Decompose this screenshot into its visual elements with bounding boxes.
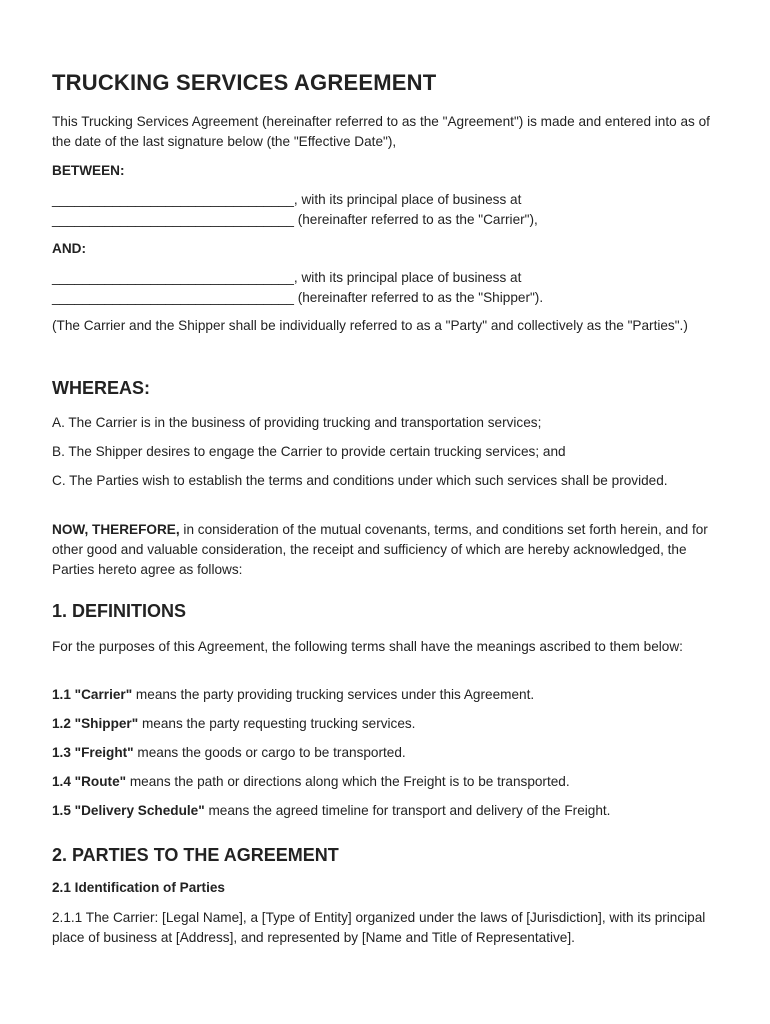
shipper-block	[52, 268, 732, 308]
definition-term: 1.3 "Freight"	[52, 745, 134, 760]
shipper-line-2: ________________________________ (hereinafter referred to as the "Shipper").	[52, 290, 544, 305]
whereas-heading: WHEREAS:	[52, 378, 150, 398]
definition-text: means the goods or cargo to be transported.	[133, 745, 406, 760]
definition-text: means the party providing trucking services under this Agreement.	[132, 687, 535, 702]
definition-item	[52, 714, 732, 734]
carrier-block	[52, 190, 732, 230]
between-label: BETWEEN:	[52, 163, 125, 178]
intro-paragraph: This Trucking Services Agreement (hereinafter referred to as the "Agreement") is made and entered into as of the date of the last signature below (the "Effective Date"),	[52, 114, 710, 149]
definition-term: 1.5 "Delivery Schedule"	[52, 803, 205, 818]
section-1-heading: 1. DEFINITIONS	[52, 601, 187, 621]
carrier-line-1: ________________________________, with its principal place of business at	[52, 192, 522, 207]
definition-text: means the path or directions along which the Freight is to be transported.	[126, 774, 570, 789]
shipper-line-1: ________________________________, with its principal place of business at	[52, 270, 522, 285]
carrier-line-2: ________________________________ (hereinafter referred to as the "Carrier"),	[52, 212, 538, 227]
section-2-heading: 2. PARTIES TO THE AGREEMENT	[52, 845, 339, 865]
definition-text: means the party requesting trucking services.	[138, 716, 416, 731]
definition-item	[52, 743, 732, 763]
definition-term: 1.4 "Route"	[52, 774, 127, 789]
definition-text: means the agreed timeline for transport and delivery of the Freight.	[204, 803, 611, 818]
now-therefore-text: in consideration of the mutual covenants, terms, and conditions set forth herein, and for other good and valuable consideration, the receipt and sufficiency of which are hereby acknowledged, the Parties hereto agree as follows:	[52, 522, 708, 577]
recital-c: C. The Parties wish to establish the terms and conditions under which such services shall be provided.	[52, 473, 668, 488]
document-title: TRUCKING SERVICES AGREEMENT	[52, 70, 437, 95]
recital-b: B. The Shipper desires to engage the Carrier to provide certain trucking services; and	[52, 444, 566, 459]
definitions-intro: For the purposes of this Agreement, the following terms shall have the meanings ascribed to them below:	[52, 639, 683, 654]
definition-item	[52, 685, 732, 705]
now-therefore-lead: NOW, THEREFORE,	[52, 522, 180, 537]
section-2-1-heading: 2.1 Identification of Parties	[52, 880, 225, 895]
clause-2-1-1: 2.1.1 The Carrier: [Legal Name], a [Type of Entity] organized under the laws of [Jurisdiction], with its principal place of business at [Address], and represented by [Name and Title of Representative].	[52, 910, 706, 945]
definition-item	[52, 772, 732, 792]
and-label: AND:	[52, 241, 86, 256]
definition-term: 1.1 "Carrier"	[52, 687, 133, 702]
recital-a: A. The Carrier is in the business of providing trucking and transportation services;	[52, 415, 542, 430]
parties-note: (The Carrier and the Shipper shall be individually referred to as a "Party" and collectively as the "Parties".)	[52, 318, 688, 333]
definition-item	[52, 801, 732, 821]
now-therefore-paragraph	[52, 520, 732, 580]
definition-term: 1.2 "Shipper"	[52, 716, 139, 731]
